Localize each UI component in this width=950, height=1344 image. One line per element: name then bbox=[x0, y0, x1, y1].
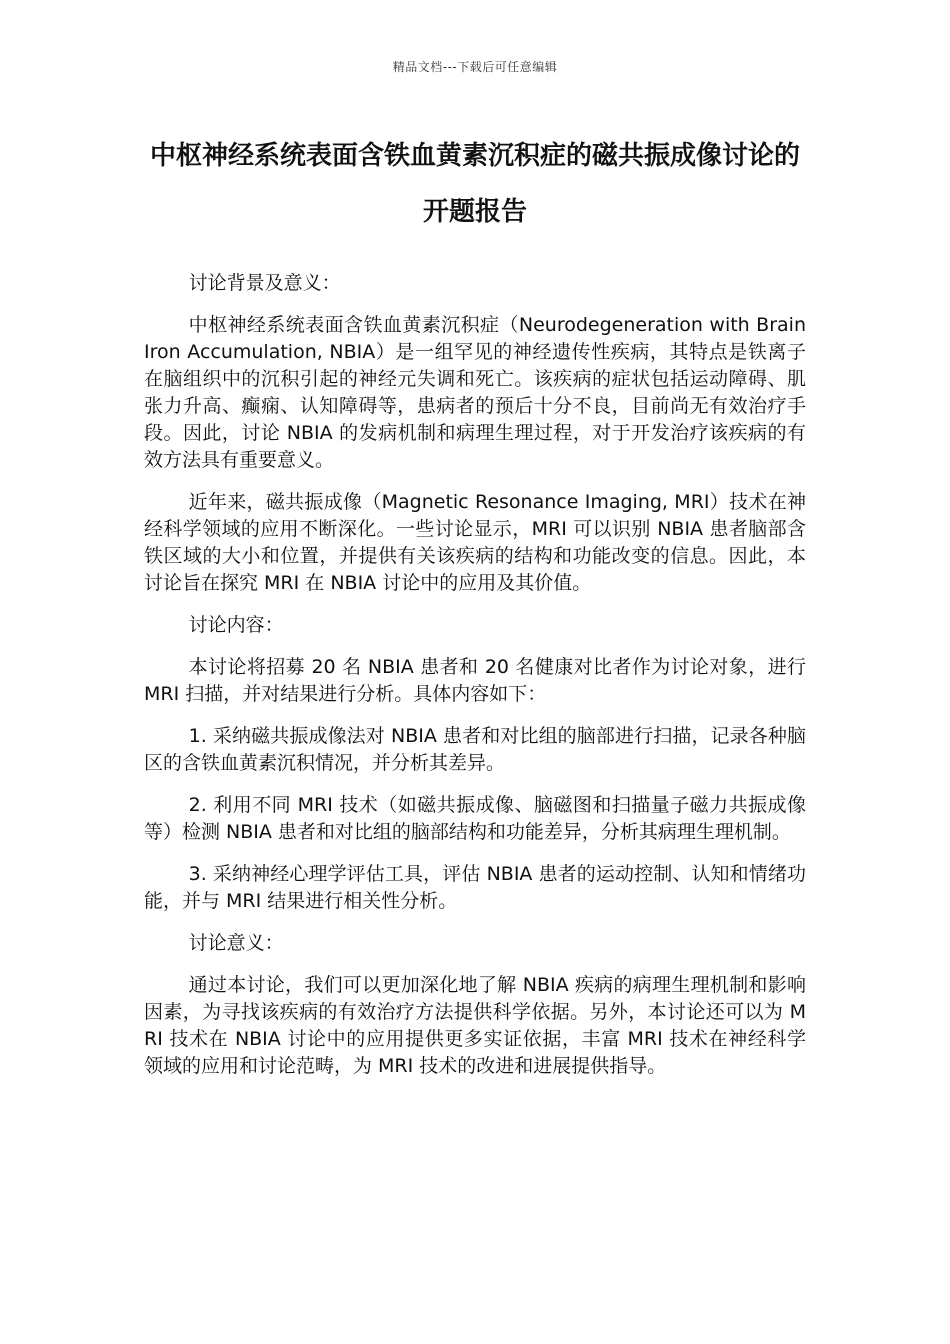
list-item-content-2: 2. 利用不同 MRI 技术（如磁共振成像、脑磁图和扫描量子磁力共振成像等）检测 NBIA 患者和对比组的脑部结构和功能差异，分析其病理生理机制。 bbox=[144, 794, 806, 843]
document-title: 中枢神经系统表面含铁血黄素沉积症的磁共振成像讨论的开题报告 bbox=[149, 141, 800, 227]
list-item-content-1: 1. 采纳磁共振成像法对 NBIA 患者和对比组的脑部进行扫描，记录各种脑区的含铁血黄素沉积情况，并分析其差异。 bbox=[144, 725, 806, 774]
list-item-content-3: 3. 采纳神经心理学评估工具，评估 NBIA 患者的运动控制、认知和情绪功能，并与 MRI 结果进行相关性分析。 bbox=[144, 863, 806, 912]
paragraph-content-intro: 本讨论将招募 20 名 NBIA 患者和 20 名健康对比者作为讨论对象，进行 MRI 扫描，并对结果进行分析。具体内容如下： bbox=[144, 656, 806, 705]
page-header: 精品文档---下载后可任意编辑 bbox=[392, 60, 558, 74]
paragraph-background-1: 中枢神经系统表面含铁血黄素沉积症（Neurodegeneration with Brain Iron Accumulation, NBIA）是一组罕见的神经遗传性疾病，其特点是铁离子在脑组织中的沉积引起的神经元失调和死亡。该疾病的症状包括运动障碍、肌张力升高、癫痫、认知障碍等，患病者的预后十分不良，目前尚无有效治疗手段。因此，讨论 NBIA 的发病机制和病理生理过程，对于开发治疗该疾病的有效方法具有重要意义。 bbox=[144, 314, 806, 471]
section-heading-content: 讨论内容： bbox=[188, 614, 284, 636]
section-heading-background: 讨论背景及意义： bbox=[188, 272, 341, 294]
section-heading-significance: 讨论意义： bbox=[188, 932, 284, 954]
paragraph-background-2: 近年来，磁共振成像（Magnetic Resonance Imaging, MRI）技术在神经科学领域的应用不断深化。一些讨论显示，MRI 可以识别 NBIA 患者脑部含铁区域的大小和位置，并提供有关该疾病的结构和功能改变的信息。因此，本讨论旨在探究 MRI 在 NBIA 讨论中的应用及其价值。 bbox=[144, 491, 806, 594]
document-body bbox=[144, 270, 806, 1095]
paragraph-significance-1: 通过本讨论，我们可以更加深化地了解 NBIA 疾病的病理生理机制和影响因素，为寻找该疾病的有效治疗方法提供科学依据。另外，本讨论还可以为 MRI 技术在 NBIA 讨论中的应用提供更多实证依据，丰富 MRI 技术在神经科学领域的应用和讨论范畴，为 MRI 技术的改进和进展提供指导。 bbox=[144, 974, 806, 1077]
